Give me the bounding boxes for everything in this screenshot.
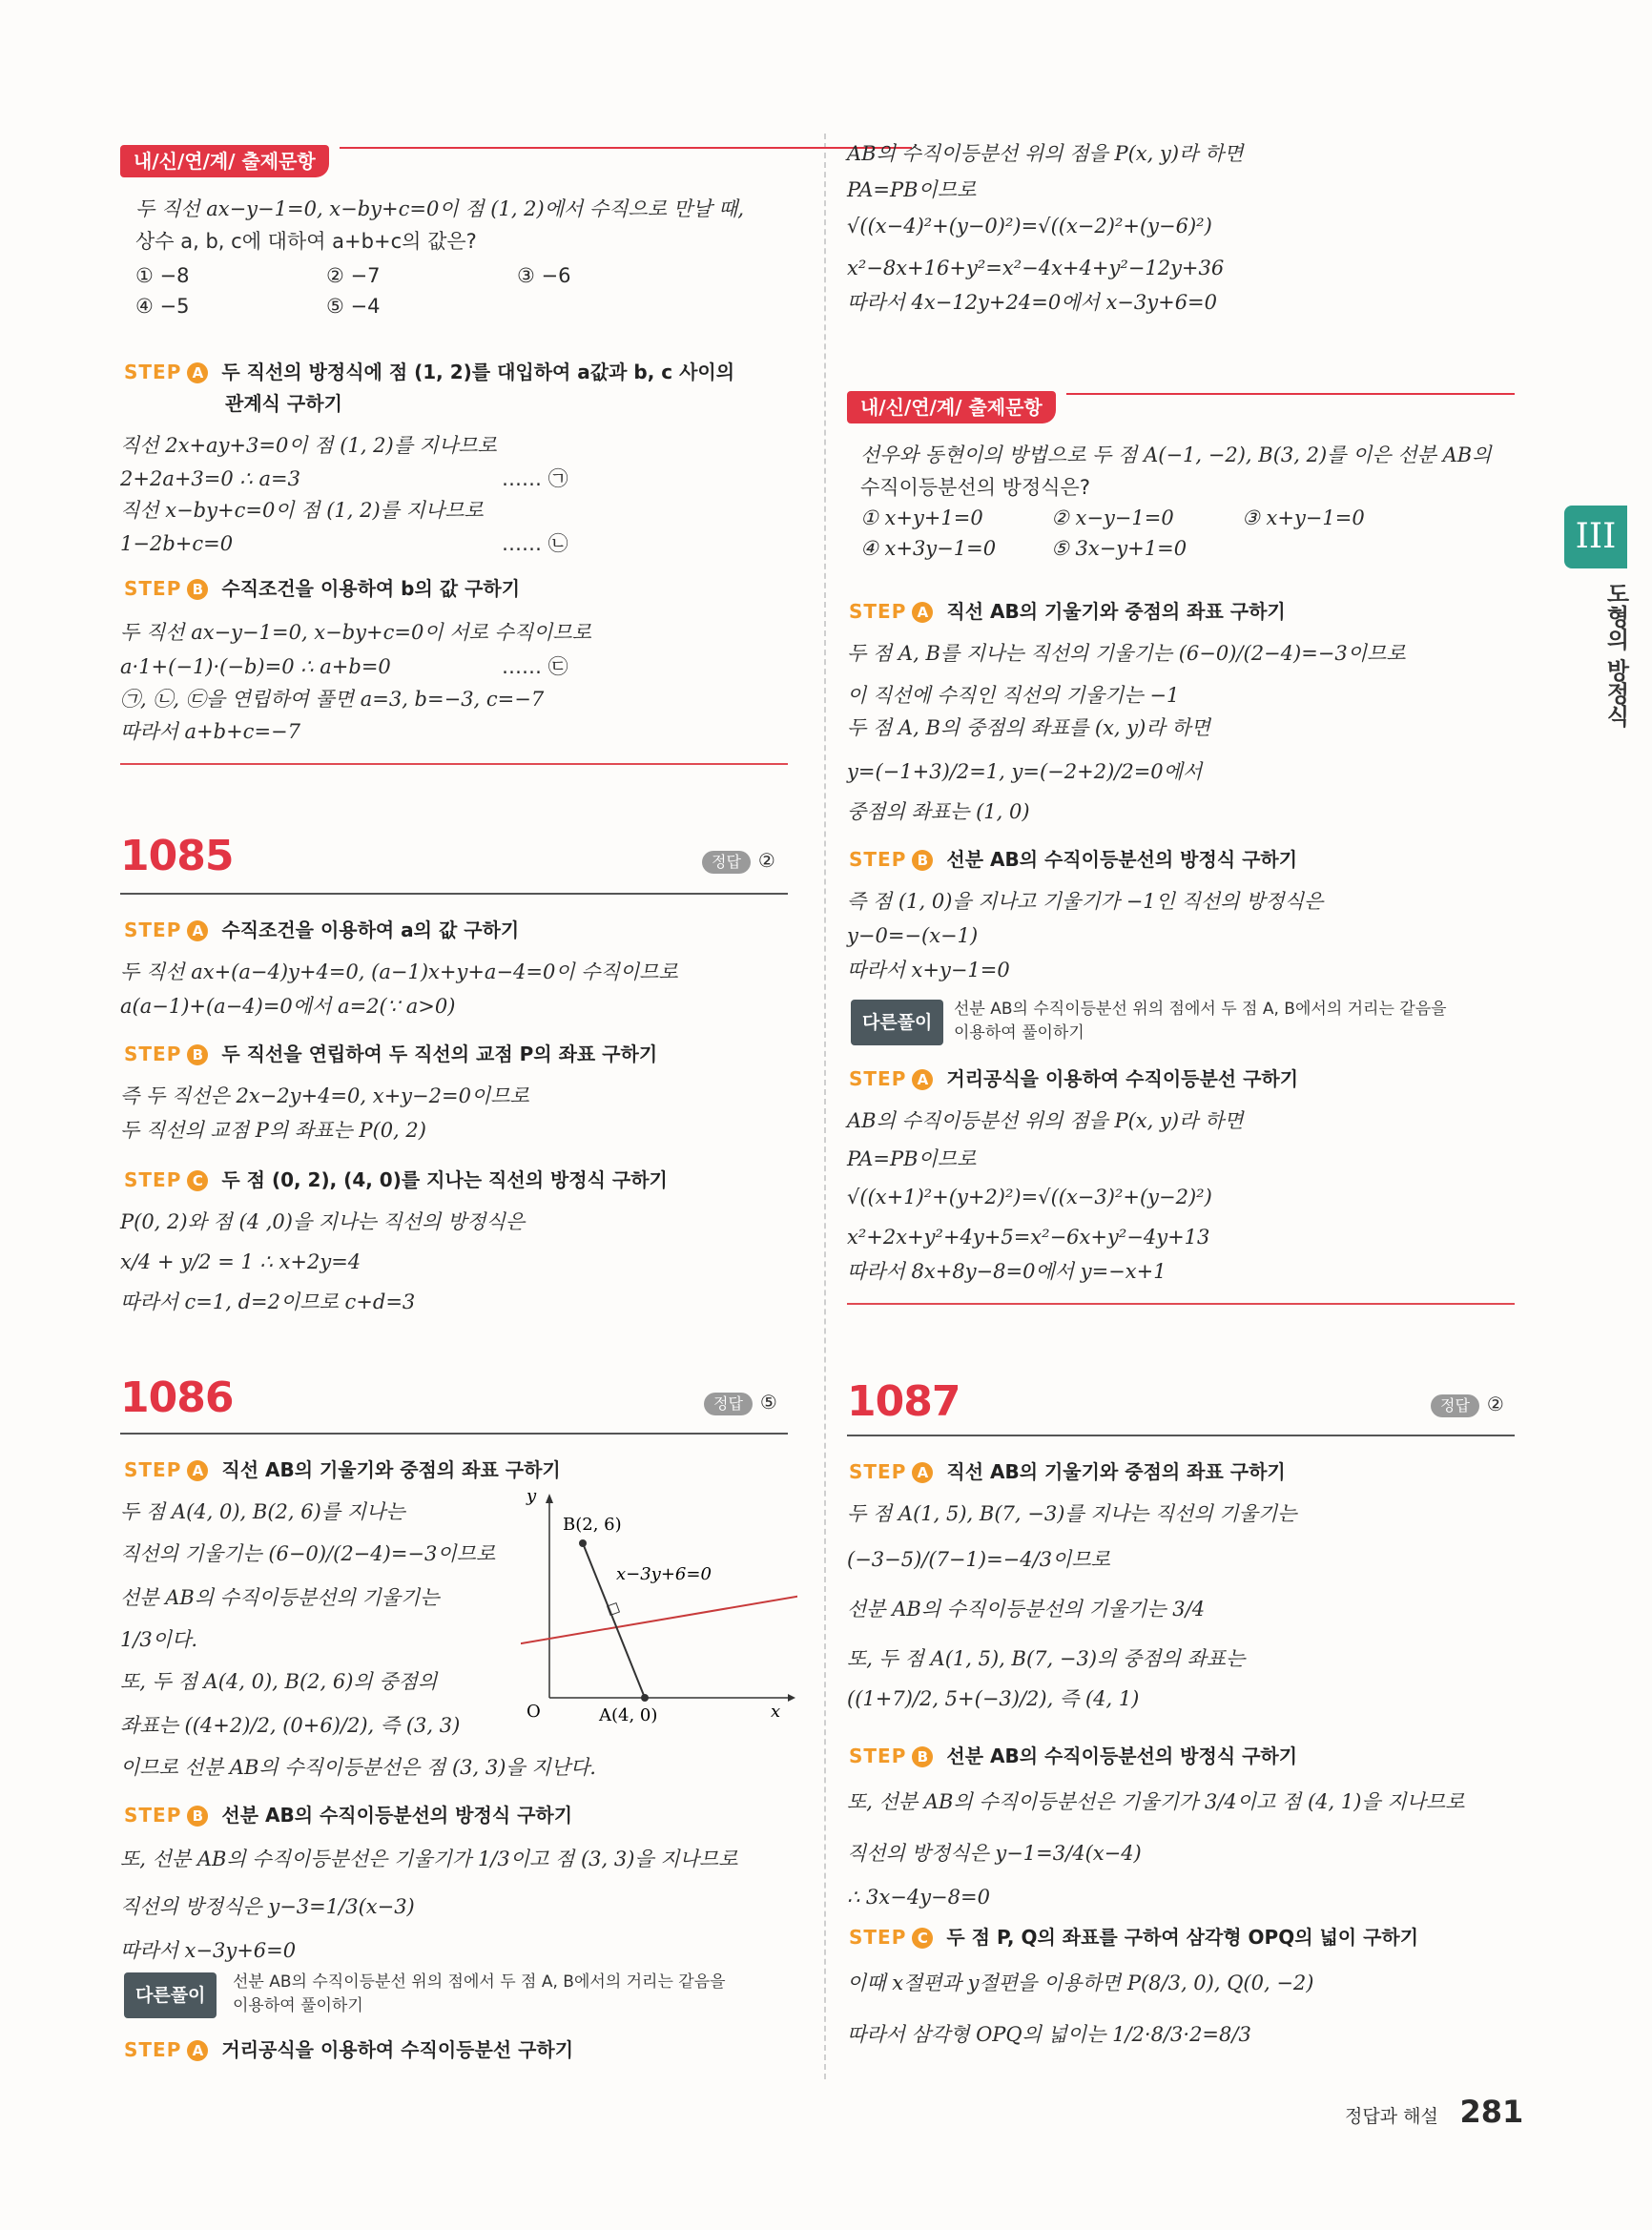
step-title: 선분 AB의 수직이등분선의 방정식 구하기 [946,848,1298,871]
solution-line: (−3−5)/(7−1)=−4/3이므로 [847,1548,1110,1571]
solution-line: 선분 AB의 수직이등분선의 기울기는 3/4 [847,1598,1206,1621]
answer-value: ⑤ [759,1391,777,1414]
solution-line: 또, 선분 AB의 수직이등분선은 기울기가 1/3이고 점 (3, 3)을 지나므로 [120,1848,738,1870]
step-title: 수직조건을 이용하여 a의 값 구하기 [221,919,520,941]
solution-line: y=(−1+3)/2=1, y=(−2+2)/2=0에서 [847,760,1203,783]
solution-line: 또, 두 점 A(1, 5), B(7, −3)의 중점의 좌표는 [847,1647,1246,1670]
exam-question-1: 두 직선 ax−y−1=0, x−by+c=0이 점 (1, 2)에서 수직으로 만날 때, [135,197,745,220]
step-title: 두 직선을 연립하여 두 직선의 교점 P의 좌표 구하기 [221,1043,658,1065]
alt-solution-label: 다른풀이 [124,1972,217,2018]
solution-line: 즉 두 직선은 2x−2y+4=0, x+y−2=0이므로 [120,1084,529,1107]
solution-line: 따라서 x+y−1=0 [847,959,1010,981]
point-a-label: A(4, 0) [599,1705,658,1725]
section-end-rule [847,1303,1515,1305]
step-title: 직선 AB의 기울기와 중점의 좌표 구하기 [946,600,1286,623]
solution-line: a·1+(−1)·(−b)=0 ∴ a+b=0 [120,655,391,678]
footer-text: 정답과 해설 [1345,2106,1438,2127]
badge-line [1066,393,1515,395]
step-circle: A [187,1460,208,1481]
alt-text-line: 선분 AB의 수직이등분선 위의 점에서 두 점 A, B에서의 거리는 같음을 [954,1000,1447,1019]
badge-line [340,147,912,149]
step-a2-heading [124,2035,573,2064]
exam-option-1: ① −8 [135,264,190,287]
solution-line: AB의 수직이등분선 위의 점을 P(x, y)라 하면 [847,1109,1244,1132]
step-title: 직선 AB의 기울기와 중점의 좌표 구하기 [221,1458,561,1481]
exam-option-1: ① x+y+1=0 [860,506,983,529]
step-tag: STEP [124,1804,182,1827]
solution-line: PA=PB이므로 [847,178,977,201]
solution-line: √((x+1)²+(y+2)²)=√((x−3)²+(y−2)²) [847,1186,1212,1208]
x-axis-label: x [771,1702,781,1722]
step-b-heading [124,1801,572,1829]
step-title: 두 직선의 방정식에 점 (1, 2)를 대입하여 a값과 b, c 사이의 [221,361,735,383]
point-b-label: B(2, 6) [563,1515,622,1535]
answer-label: 정답 [704,1393,753,1415]
exam-question-1: 선우와 동현이의 방법으로 두 점 A(−1, −2), B(3, 2)를 이은 선분 AB의 [860,444,1492,466]
step-circle: B [187,579,208,600]
solution-line: ㉠, ㉡, ㉢을 연립하여 풀면 a=3, b=−3, c=−7 [120,688,545,711]
step-circle: B [912,1746,933,1767]
exam-option-4: ④ −5 [135,295,190,318]
point-b [579,1539,587,1547]
solution-line: ((1+7)/2, 5+(−3)/2), 즉 (4, 1) [847,1687,1140,1710]
page-number: 281 [1459,2094,1524,2130]
solution-line: 두 직선 ax+(a−4)y+4=0, (a−1)x+y+a−4=0이 수직이므로 [120,960,678,983]
y-axis-label: y [527,1488,537,1506]
problem-number: 1087 [847,1377,960,1426]
solution-line: 이 직선에 수직인 직선의 기울기는 −1 [847,684,1180,707]
step-tag: STEP [849,1067,907,1090]
step-a-heading [124,1456,561,1484]
step-title: 거리공식을 이용하여 수직이등분선 구하기 [221,2038,574,2061]
step-tag: STEP [849,848,907,871]
step-b-heading [849,1742,1297,1770]
solution-line: 또, 두 점 A(4, 0), B(2, 6)의 중점의 [120,1670,438,1693]
solution-line: 이때 x절편과 y절편을 이용하면 P(8/3, 0), Q(0, −2) [847,1972,1314,1994]
exam-option-4: ④ x+3y−1=0 [860,537,997,560]
solution-line: x²−8x+16+y²=x²−4x+4+y²−12y+36 [847,257,1225,279]
step-title: 선분 AB의 수직이등분선의 방정식 구하기 [946,1745,1298,1767]
solution-line: 직선 x−by+c=0이 점 (1, 2)를 지나므로 [120,499,484,522]
step-title: 거리공식을 이용하여 수직이등분선 구하기 [946,1067,1299,1090]
solution-line: AB의 수직이등분선 위의 점을 P(x, y)라 하면 [847,142,1244,165]
solution-line: 따라서 c=1, d=2이므로 c+d=3 [120,1291,416,1313]
alt-solution-label: 다른풀이 [851,1000,943,1045]
point-a [641,1694,649,1702]
solution-line: 두 점 A(4, 0), B(2, 6)를 지나는 [120,1500,405,1523]
step-tag: STEP [124,1043,182,1065]
step-a2-heading [849,1064,1298,1093]
step-title: 직선 AB의 기울기와 중점의 좌표 구하기 [946,1460,1286,1483]
solution-line: PA=PB이므로 [847,1147,977,1170]
section-end-rule [120,763,788,765]
step-tag: STEP [849,1460,907,1483]
answer-box [1431,1393,1504,1417]
step-circle: A [187,2040,208,2061]
step-title: 두 점 (0, 2), (4, 0)를 지나는 직선의 방정식 구하기 [221,1168,668,1191]
step-b-heading [124,574,520,603]
step-title: 선분 AB의 수직이등분선의 방정식 구하기 [221,1804,573,1827]
chapter-label [1600,582,1629,727]
solution-line: 즉 점 (1, 0)을 지나고 기울기가 −1인 직선의 방정식은 [847,890,1324,913]
step-tag: STEP [124,361,182,383]
exam-badge: 내/신/연/계/ 출제문항 [847,391,1056,423]
line-equation-label: x−3y+6=0 [616,1564,712,1584]
equation-mark: …… ㉡ [502,532,568,555]
solution-line: 중점의 좌표는 (1, 0) [847,800,1030,823]
solution-line: 직선의 방정식은 y−3=1/3(x−3) [120,1895,415,1918]
alt-text-line: 선분 AB의 수직이등분선 위의 점에서 두 점 A, B에서의 거리는 같음을 [233,1972,726,1992]
step-a-heading [124,916,519,944]
step-circle: C [187,1170,208,1191]
step-circle: A [912,1069,933,1090]
solution-line: 두 점 A, B를 지나는 직선의 기울기는 (6−0)/(2−4)=−3이므로 [847,642,1406,665]
step-b-heading [849,845,1297,874]
solution-line: 두 점 A, B의 중점의 좌표를 (x, y)라 하면 [847,716,1210,739]
equation-mark: …… ㉠ [502,467,568,490]
answer-box [704,1391,777,1415]
exam-option-2: ② x−y−1=0 [1051,506,1174,529]
alt-text-line: 이용하여 풀이하기 [954,1023,1084,1043]
step-a-heading [124,358,734,386]
solution-line: x/4 + y/2 = 1 ∴ x+2y=4 [120,1250,361,1273]
step-circle: B [912,850,933,871]
solution-line: x²+2x+y²+4y+5=x²−6x+y²−4y+13 [847,1226,1210,1249]
solution-line: y−0=−(x−1) [847,924,979,947]
solution-line: 두 직선 ax−y−1=0, x−by+c=0이 서로 수직이므로 [120,621,591,644]
step-b-heading [124,1040,657,1068]
solution-line: 따라서 삼각형 OPQ의 넓이는 1/2·8/3·2=8/3 [847,2023,1251,2046]
solution-line: 또, 선분 AB의 수직이등분선은 기울기가 3/4이고 점 (4, 1)을 지나므로 [847,1790,1465,1813]
solution-line: 따라서 8x+8y−8=0에서 y=−x+1 [847,1260,1167,1283]
exam-option-2: ② −7 [326,264,381,287]
exam-option-3: ③ −6 [517,264,571,287]
step-circle: B [187,1044,208,1065]
alt-solution-text [954,998,1447,1045]
y-axis-arrow [546,1494,553,1503]
problem-number: 1085 [120,832,234,880]
step-circle: A [187,920,208,941]
solution-line: 두 직선의 교점 P의 좌표는 P(0, 2) [120,1119,426,1142]
step-tag: STEP [849,1745,907,1767]
solution-line: 따라서 a+b+c=−7 [120,720,301,743]
step-tag: STEP [849,600,907,623]
step-c-heading [849,1923,1418,1951]
chapter-tab: III [1564,506,1627,568]
solution-line: 좌표는 ((4+2)/2, (0+6)/2), 즉 (3, 3) [120,1714,461,1737]
solution-line: 직선의 기울기는 (6−0)/(2−4)=−3이므로 [120,1542,496,1565]
x-axis-arrow [788,1694,795,1702]
solution-line: P(0, 2)와 점 (4 ,0)을 지나는 직선의 방정식은 [120,1210,526,1233]
step-title: 수직조건을 이용하여 b의 값 구하기 [221,577,521,600]
solution-line: 1/3이다. [120,1628,198,1651]
step-circle: C [912,1928,933,1949]
step-tag: STEP [849,1926,907,1949]
solution-line: ∴ 3x−4y−8=0 [847,1886,990,1909]
solution-line: 직선 2x+ay+3=0이 점 (1, 2)를 지나므로 [120,434,497,457]
problem-number: 1086 [120,1373,234,1422]
exam-option-3: ③ x+y−1=0 [1242,506,1365,529]
solution-line: 따라서 4x−12y+24=0에서 x−3y+6=0 [847,291,1218,314]
answer-value: ② [1486,1393,1504,1415]
chapter-label-text: 도형의 방정식 [1602,582,1629,728]
step-tag: STEP [124,2038,182,2061]
exam-badge: 내/신/연/계/ 출제문항 [120,145,329,177]
solution-line: 이므로 선분 AB의 수직이등분선은 점 (3, 3)을 지난다. [120,1756,596,1779]
alt-text-line: 이용하여 풀이하기 [233,1996,363,2015]
step-a-heading [849,597,1286,626]
answer-value: ② [757,849,775,872]
solution-line: 따라서 x−3y+6=0 [120,1939,297,1962]
step-c-heading [124,1166,668,1194]
step-circle: A [912,1462,933,1483]
step-a-heading-cont: 관계식 구하기 [225,392,342,415]
exam-option-5: ⑤ 3x−y+1=0 [1051,537,1187,560]
step-tag: STEP [124,919,182,941]
answer-label: 정답 [1431,1394,1479,1417]
step-tag: STEP [124,1458,182,1481]
solution-line: 2+2a+3=0 ∴ a=3 [120,467,300,490]
page-footer [1345,2094,1523,2130]
coordinate-graph [521,1488,797,1736]
solution-line: a(a−1)+(a−4)=0에서 a=2(∵ a>0) [120,995,456,1018]
step-tag: STEP [124,1168,182,1191]
problem-rule [847,1435,1515,1436]
equation-mark: …… ㉢ [502,655,568,678]
origin-label: O [527,1702,541,1722]
solution-line: 직선의 방정식은 y−1=3/4(x−4) [847,1842,1142,1865]
exam-option-5: ⑤ −4 [326,295,381,318]
step-title: 두 점 P, Q의 좌표를 구하여 삼각형 OPQ의 넓이 구하기 [946,1926,1419,1949]
step-circle: A [187,362,208,383]
column-divider [824,134,826,2079]
alt-solution-text [233,1971,726,2018]
problem-rule [120,1433,788,1435]
step-circle: B [187,1806,208,1827]
solution-line: 1−2b+c=0 [120,532,234,555]
solution-line: √((x−4)²+(y−0)²)=√((x−2)²+(y−6)²) [847,215,1212,237]
step-circle: A [912,602,933,623]
bisector-line [521,1591,797,1655]
problem-rule [120,893,788,895]
answer-label: 정답 [702,851,751,874]
answer-box [702,849,775,874]
exam-question-2: 상수 a, b, c에 대하여 a+b+c의 값은? [135,230,477,253]
step-tag: STEP [124,577,182,600]
solution-line: 선분 AB의 수직이등분선의 기울기는 [120,1586,440,1609]
exam-question-2: 수직이등분선의 방정식은? [860,476,1090,499]
solution-line: 두 점 A(1, 5), B(7, −3)를 지나는 직선의 기울기는 [847,1502,1297,1525]
step-a-heading [849,1457,1286,1486]
